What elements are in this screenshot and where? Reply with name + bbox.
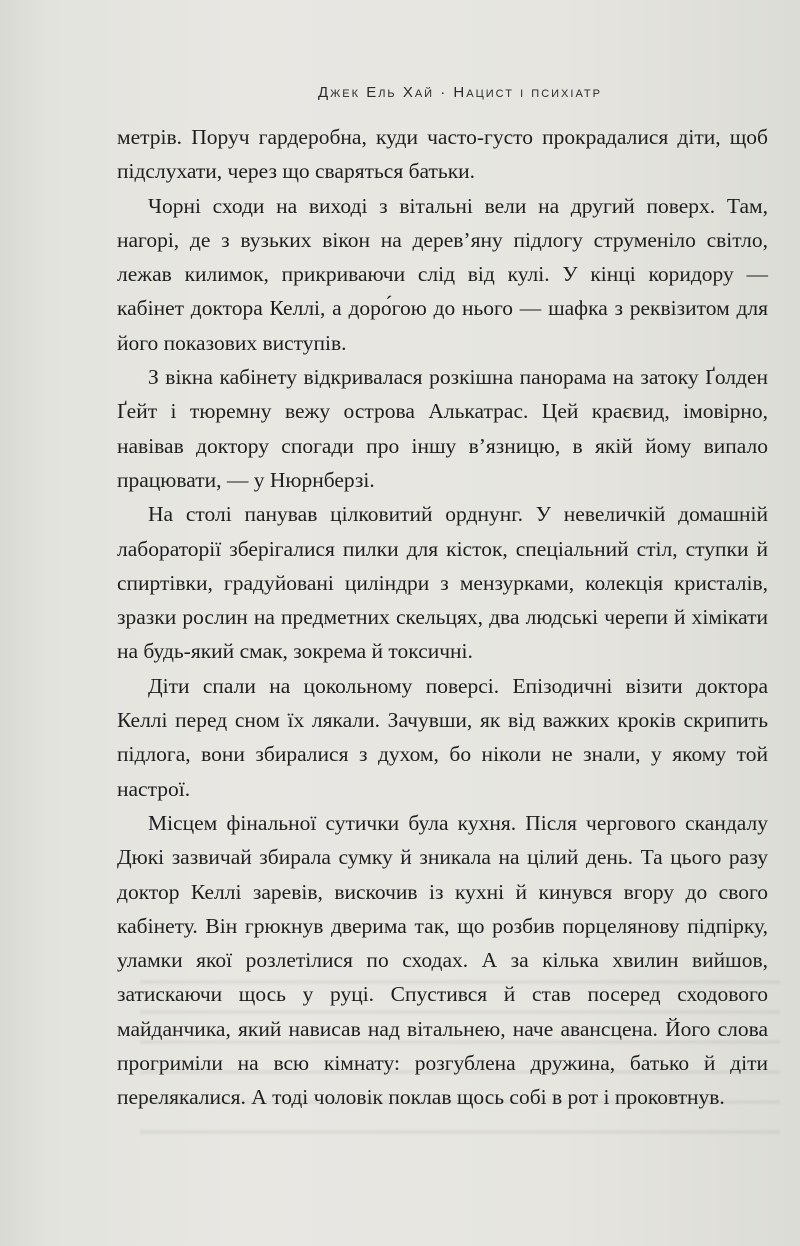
body-text — [117, 120, 768, 1115]
paragraph: З вікна кабінету відкривалася розкішна панорама на затоку Ґолден Ґейт і тюремну вежу острова Алькатрас. Цей краєвид, імовірно, навівав доктору спогади про іншу в’язницю, в якій йому випало працювати, — у Нюрнберзі. — [117, 365, 768, 492]
running-header: Джек Ель Хай · Нацист і психіатр — [317, 84, 602, 101]
paragraph: Місцем фінальної сутички була кухня. Після чергового скандалу Дюкі зазвичай збирала сумку й зникала на цілий день. Та цього разу доктор Келлі заревів, вискочив із кухні й кинувся вгору до свого кабінету. Він грюкнув дверима так, що розбив порцелянову підпірку, уламки якої розлетілися по сходах. А за кілька хвилин вийшов, затискаючи щось у руці. Спустився й став посеред сходового майданчика, який нависав над вітальнею, наче авансцена. Його слова прогриміли на всю кімнату: розгублена дружина, батько й діти перелякалися. А тоді чоловік поклав щось собі в рот і проковтнув. — [117, 810, 768, 1110]
paragraph: метрів. Поруч гардеробна, куди часто-густо прокрадалися діти, щоб підслухати, через що сваряться батьки. — [117, 125, 768, 184]
paragraph: Діти спали на цокольному поверсі. Епізодичні візити доктора Келлі перед сном їх лякали. Зачувши, як від важких кроків скрипить підлога, вони збиралися з духом, бо ніколи не знали, у якому той настрої. — [117, 673, 768, 801]
paragraph: На столі панував цілковитий орднунг. У невеличкій домашній лабораторії зберігалися пилки для кісток, спеціальний стіл, ступки й спиртівки, градуйовані циліндри з мензурками, колекція кристалів, зразки рослин на предметних скельцях, два людські черепи й хімікати на будь-який смак, зокрема й токсичні. — [117, 502, 768, 664]
paragraph: Чорні сходи на виході з вітальні вели на другий поверх. Там, нагорі, де з вузьких вікон на дерев’яну підлогу струменіло світло, лежав килимок, прикриваючи слід від кулі. У кінці коридору — кабінет доктора Келлі, а доро́гою до нього — шафка з реквізитом для його показових виступів. — [117, 193, 768, 355]
